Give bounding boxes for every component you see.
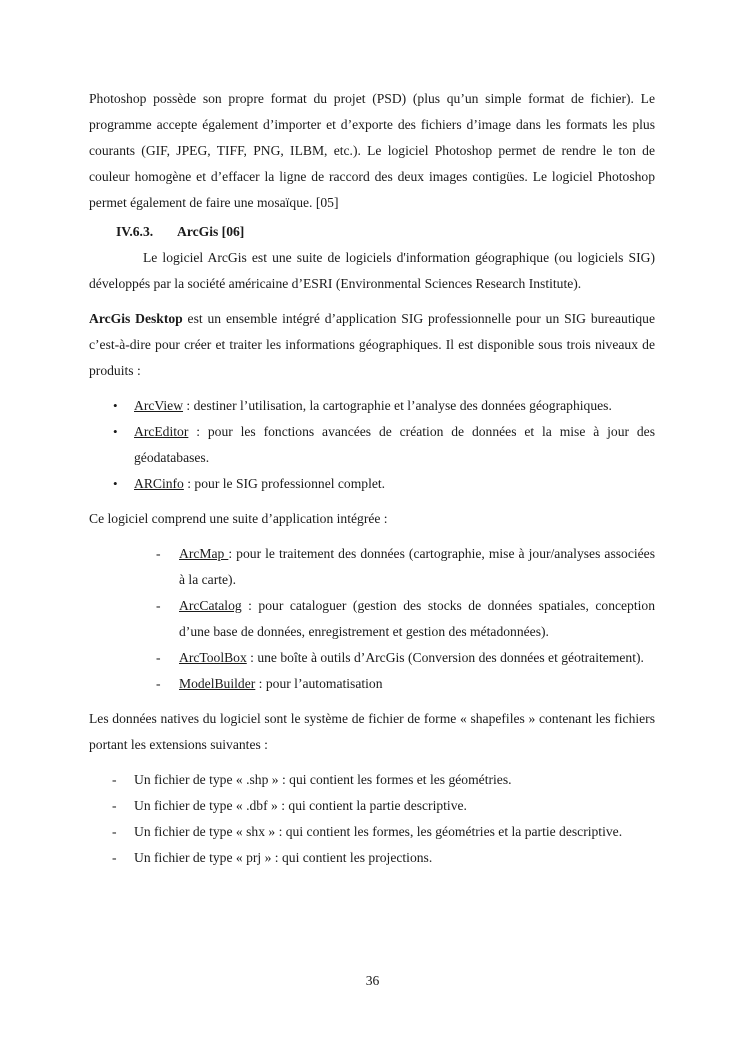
arcgis-intro-paragraph: Le logiciel ArcGis est une suite de logiciels d'information géographique (ou logiciels SIG) développés par la société américaine d’ESRI (Environmental Sciences Research Institute). xyxy=(89,250,655,291)
list-item xyxy=(89,393,655,419)
application-desc: : pour le traitement des données (cartographie, mise à jour/analyses associées à la carte). xyxy=(179,546,655,587)
list-item xyxy=(89,645,655,671)
application-desc: : pour cataloguer (gestion des stocks de données spatiales, conception d’une base de données, enregistrement et gestion des métadonnées). xyxy=(179,598,655,639)
dash-marker: - xyxy=(156,676,161,691)
suite-intro-paragraph: Ce logiciel comprend une suite d’application intégrée : xyxy=(89,511,388,526)
file-type-text: Un fichier de type « .shp » : qui contient les formes et les géométries. xyxy=(134,772,512,787)
product-name: ArcEditor xyxy=(134,424,189,439)
list-item xyxy=(89,767,655,793)
list-item xyxy=(89,419,655,471)
application-desc: : pour l’automatisation xyxy=(255,676,383,691)
dash-marker: - xyxy=(112,798,117,813)
list-item xyxy=(89,671,655,697)
dash-marker: - xyxy=(112,850,117,865)
arcgis-desktop-text: est un ensemble intégré d’application SIG professionnelle pour un SIG bureautique c’est-à-dire pour créer et traiter les informations géographiques. Il est disponible sous trois niveaux de produits : xyxy=(89,311,656,378)
product-name: ArcView xyxy=(134,398,184,413)
section-heading xyxy=(116,219,655,245)
product-desc: : pour le SIG professionnel complet. xyxy=(183,476,386,491)
dash-marker: - xyxy=(112,824,117,839)
list-item xyxy=(89,471,655,497)
section-title: ArcGis [06] xyxy=(177,224,245,239)
list-item xyxy=(89,541,655,593)
photoshop-paragraph: Photoshop possède son propre format du projet (PSD) (plus qu’un simple format de fichier). Le programme accepte également d’importer et d’exporte des fichiers d’image dans les formats les plus courants (GIF, JPEG, TIFF, PNG, ILBM, etc.). Le logiciel Photoshop permet de rendre le ton de couleur homogène et d’effacer la ligne de raccord des deux images contigües. Le logiciel Photoshop permet également de faire une mosaïque. [05] xyxy=(89,91,655,210)
file-type-text: Un fichier de type « shx » : qui contient les formes, les géométries et la partie descriptive. xyxy=(134,824,623,839)
list-item xyxy=(89,845,655,871)
bullet-icon: • xyxy=(113,398,118,413)
bullet-icon: • xyxy=(113,424,118,439)
product-name: ARCinfo xyxy=(134,476,184,491)
product-list xyxy=(89,393,655,497)
application-name: ModelBuilder xyxy=(179,676,256,691)
application-name: ArcMap xyxy=(179,546,229,561)
dash-marker: - xyxy=(112,772,117,787)
application-name: ArcCatalog xyxy=(179,598,242,613)
dash-marker: - xyxy=(156,598,161,613)
product-desc: : destiner l’utilisation, la cartographie et l’analyse des données géographiques. xyxy=(183,398,612,413)
page-content xyxy=(89,86,655,871)
application-list xyxy=(89,541,655,697)
arcgis-desktop-paragraph xyxy=(89,306,655,384)
bullet-icon: • xyxy=(113,476,118,491)
file-type-text: Un fichier de type « prj » : qui contient les projections. xyxy=(134,850,433,865)
file-type-list xyxy=(89,767,655,871)
dash-marker: - xyxy=(156,546,161,561)
section-number: IV.6.3. xyxy=(116,224,154,239)
application-desc: : une boîte à outils d’ArcGis (Conversion des données et géotraitement). xyxy=(246,650,644,665)
list-item xyxy=(89,793,655,819)
native-data-paragraph: Les données natives du logiciel sont le système de fichier de forme « shapefiles » contenant les fichiers portant les extensions suivantes : xyxy=(89,711,655,752)
list-item xyxy=(89,819,655,845)
list-item xyxy=(89,593,655,645)
dash-marker: - xyxy=(156,650,161,665)
file-type-text: Un fichier de type « .dbf » : qui contient la partie descriptive. xyxy=(134,798,467,813)
application-name: ArcToolBox xyxy=(179,650,247,665)
page-number: 36 xyxy=(365,973,380,988)
arcgis-desktop-term: ArcGis Desktop xyxy=(89,311,183,326)
product-desc: : pour les fonctions avancées de création de données et la mise à jour des géodatabases. xyxy=(134,424,655,465)
